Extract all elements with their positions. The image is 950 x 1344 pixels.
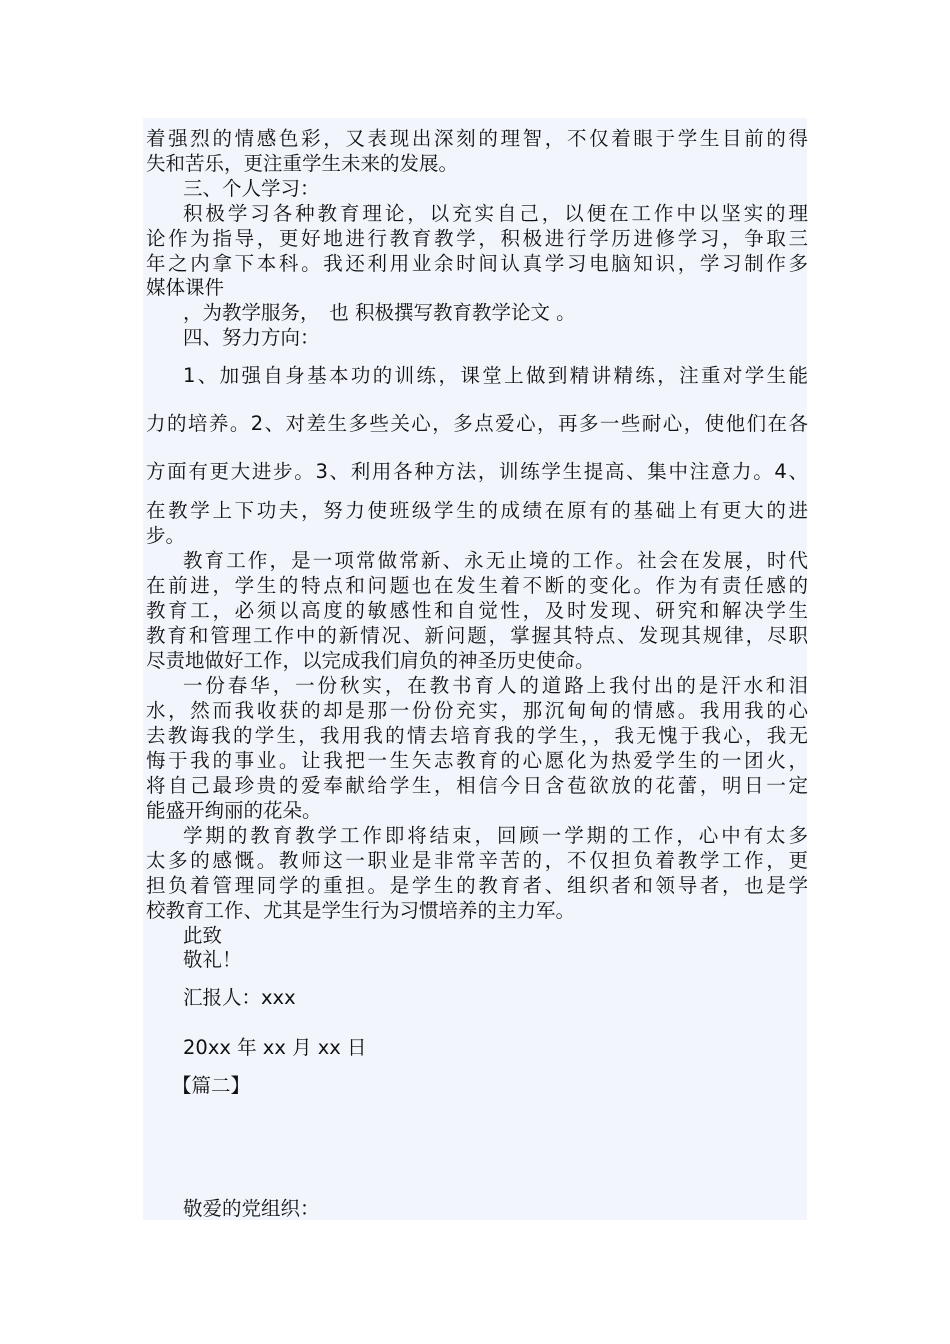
text-line: 教育工作，是一项常做常新、永无止境的工作。社会在发展，时代 [183,549,808,572]
text-line: 在前进，学生的特点和问题也在发生着不断的变化。作为有责任感的 [146,574,808,597]
section-heading: 四、努力方向： [183,326,320,349]
text-line: 在教学上下功夫，努力使班级学生的成绩在原有的基础上有更大的进 [146,499,808,522]
section-heading: 三、个人学习： [183,177,320,200]
text-line: 水，然而我收获的却是那一份份充实，那沉甸甸的情感。我用我的心 [146,699,808,722]
text-line: 教育工，必须以高度的敏感性和自觉性，及时发现、研究和解决学生 [146,599,808,622]
salutation-line: 敬礼！ [183,948,242,971]
text-line: 去教诲我的学生，我用我的情去培育我的学生，，我无愧于我心，我无 [146,724,808,747]
text-line: 一份春华，一份秋实，在教书育人的道路上我付出的是汗水和泪 [183,674,808,697]
text-line: 着强烈的情感色彩，又表现出深刻的理智，不仅着眼于学生目前的得 [146,127,808,150]
text-line: 能盛开绚丽的花朵。 [146,799,322,822]
text-line: 论作为指导，更好地进行教育教学，积极进行学历进修学习，争取三 [146,227,808,250]
text-line: 媒体课件 [146,276,225,299]
text-line: ，为教学服务， 也 积极撰写教育教学论文 。 [183,301,576,324]
section-marker: 【篇二】 [172,1074,251,1097]
text-line: 积极学习各种教育理论，以充实自己，以便在工作中以坚实的理 [183,202,808,225]
text-line: 尽责地做好工作，以完成我们肩负的神圣历史使命。 [146,649,595,672]
text-line: 学期的教育教学工作即将结束，回顾一学期的工作，心中有太多 [183,824,808,847]
text-line: 太多的感慨。教师这一职业是非常辛苦的，不仅担负着教学工作，更 [146,849,808,872]
date-line: 20xx 年 xx 月 xx 日 [183,1036,367,1059]
text-line: 校教育工作、尤其是学生行为习惯培养的主力军。 [146,899,576,922]
text-line: 1、加强自身基本功的训练，课堂上做到精讲精练，注重对学生能 [183,364,808,387]
text-line: 步。 [146,524,186,547]
text-line: 方面有更大进步。3、利用各种方法，训练学生提高、集中注意力。4、 [146,460,808,483]
text-line: 年之内拿下本科。我还利用业余时间认真学习电脑知识，学习制作多 [146,252,808,275]
text-line: 失和苦乐，更注重学生未来的发展。 [146,152,459,175]
reporter-line: 汇报人：xxx [183,986,296,1009]
text-line: 担负着管理同学的重担。是学生的教育者、组织者和领导者，也是学 [146,874,808,897]
text-line: 力的培养。2、对差生多些关心，多点爱心，再多一些耐心，使他们在各 [146,412,808,435]
closing-line: 此致 [183,924,223,947]
text-line: 将自己最珍贵的爱奉献给学生，相信今日含苞欲放的花蕾，明日一定 [146,774,808,797]
text-line: 悔于我的事业。让我把一生矢志教育的心愿化为热爱学生的一团火， [146,749,808,772]
text-line: 教育和管理工作中的新情况、新问题，掌握其特点、发现其规律，尽职 [146,624,808,647]
greeting-line: 敬爱的党组织： [183,1197,320,1220]
